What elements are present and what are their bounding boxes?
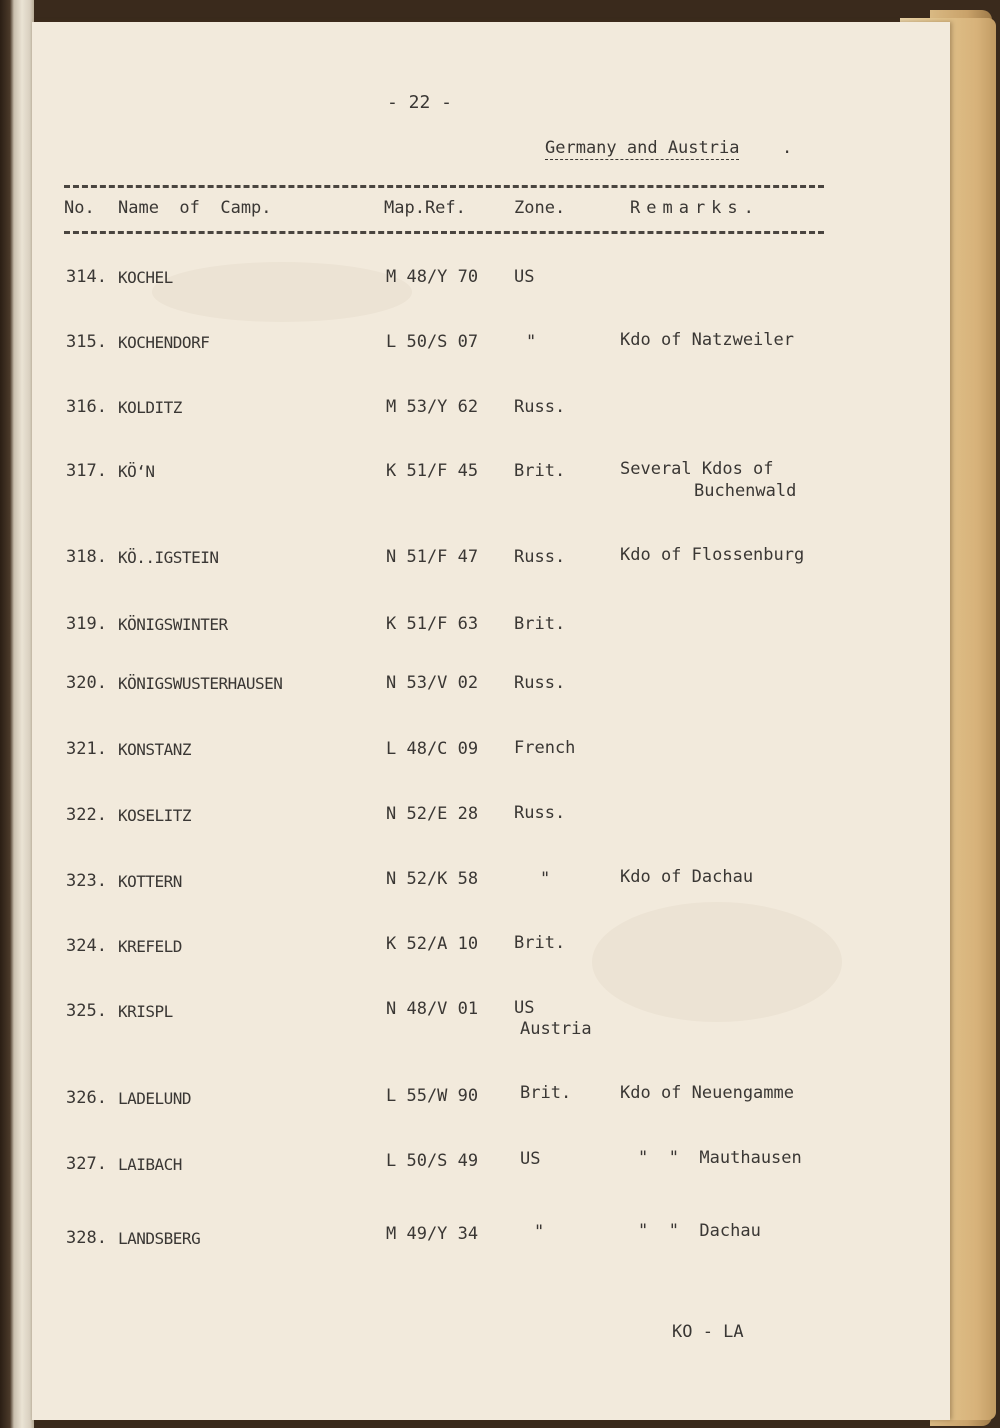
row-no: 322. (66, 805, 107, 825)
row-no: 328. (66, 1228, 107, 1248)
header-rule-bottom (64, 231, 824, 234)
row-zone: " (534, 1222, 545, 1242)
row-map-ref: L 50/S 07 (386, 332, 479, 352)
row-no: 320. (66, 673, 107, 693)
header-remarks: Remarks. (630, 198, 760, 218)
row-no: 314. (66, 267, 107, 287)
row-no: 317. (66, 461, 107, 481)
row-no: 327. (66, 1154, 107, 1174)
row-zone: US (520, 1149, 541, 1169)
row-zone: French (514, 738, 576, 758)
row-name: KOLDITZ (118, 398, 182, 417)
row-map-ref: M 49/Y 34 (386, 1224, 479, 1244)
row-map-ref: N 52/E 28 (386, 804, 479, 824)
row-zone: Brit. (520, 1083, 572, 1103)
row-remarks: Kdo of Dachau (620, 867, 754, 887)
row-name: KÖ..IGSTEIN (118, 548, 219, 567)
footer-code: KO - LA (672, 1322, 744, 1342)
row-name: KOCHEL (118, 268, 173, 287)
row-map-ref: N 52/K 58 (386, 869, 479, 889)
row-map-ref: M 53/Y 62 (386, 397, 479, 417)
row-map-ref: L 48/C 09 (386, 739, 479, 759)
row-map-ref: K 51/F 45 (386, 461, 479, 481)
row-name: KÖ‘N (118, 462, 155, 481)
row-no: 319. (66, 614, 107, 634)
row-zone: Russ. (514, 803, 566, 823)
row-zone: Brit. (514, 461, 566, 481)
row-map-ref: K 51/F 63 (386, 614, 479, 634)
paper-stain (592, 902, 842, 1022)
row-remarks: Several Kdos of (620, 459, 774, 479)
row-no: 321. (66, 739, 107, 759)
row-map-ref: L 55/W 90 (386, 1086, 479, 1106)
header-no: No. (64, 198, 95, 218)
row-zone: Brit. (514, 933, 566, 953)
row-map-ref: N 53/V 02 (386, 673, 479, 693)
row-name: KONSTANZ (118, 740, 192, 759)
row-remarks: " " Mauthausen (638, 1148, 802, 1168)
row-name: KOSELITZ (118, 806, 192, 825)
document-page (32, 22, 950, 1420)
row-no: 323. (66, 871, 107, 891)
row-no: 326. (66, 1088, 107, 1108)
row-name: LAIBACH (118, 1155, 182, 1174)
row-zone: Russ. (514, 673, 566, 693)
row-name: KREFELD (118, 937, 182, 956)
header-map-ref: Map.Ref. (384, 198, 466, 218)
paper-stain (152, 262, 412, 322)
row-zone-continued: Austria (520, 1019, 592, 1039)
row-map-ref: L 50/S 49 (386, 1151, 479, 1171)
page-number: - 22 - (387, 92, 453, 113)
row-zone: US (514, 267, 535, 287)
row-name: KOCHENDORF (118, 333, 210, 352)
row-remarks: " " Dachau (638, 1221, 761, 1241)
region-title: Germany and Austria (545, 138, 740, 158)
row-zone: Brit. (514, 614, 566, 634)
row-no: 316. (66, 397, 107, 417)
row-map-ref: M 48/Y 70 (386, 267, 479, 287)
region-title-dot: . (782, 138, 793, 158)
header-zone: Zone. (514, 198, 566, 218)
row-remarks: Kdo of Natzweiler (620, 330, 794, 350)
row-map-ref: K 52/A 10 (386, 934, 479, 954)
row-zone: US (514, 998, 535, 1018)
row-no: 318. (66, 547, 107, 567)
row-no: 324. (66, 936, 107, 956)
row-zone: " (526, 332, 537, 352)
row-name: LANDSBERG (118, 1229, 201, 1248)
row-zone: Russ. (514, 397, 566, 417)
row-zone: Russ. (514, 547, 566, 567)
row-remarks: Kdo of Neuengamme (620, 1083, 794, 1103)
book-binding (0, 0, 34, 1428)
row-map-ref: N 48/V 01 (386, 999, 479, 1019)
row-name: KRISPL (118, 1002, 173, 1021)
row-name: KÖNIGSWUSTERHAUSEN (118, 674, 283, 693)
row-name: LADELUND (118, 1089, 192, 1108)
row-remarks: Kdo of Flossenburg (620, 545, 805, 565)
row-remarks-continued: Buchenwald (694, 481, 797, 501)
row-map-ref: N 51/F 47 (386, 547, 479, 567)
row-name: KOTTERN (118, 872, 182, 891)
row-name: KÖNIGSWINTER (118, 615, 228, 634)
header-name: Name of Camp. (118, 198, 272, 218)
row-no: 325. (66, 1001, 107, 1021)
row-zone: " (540, 869, 551, 889)
row-no: 315. (66, 332, 107, 352)
header-rule-top (64, 185, 824, 188)
